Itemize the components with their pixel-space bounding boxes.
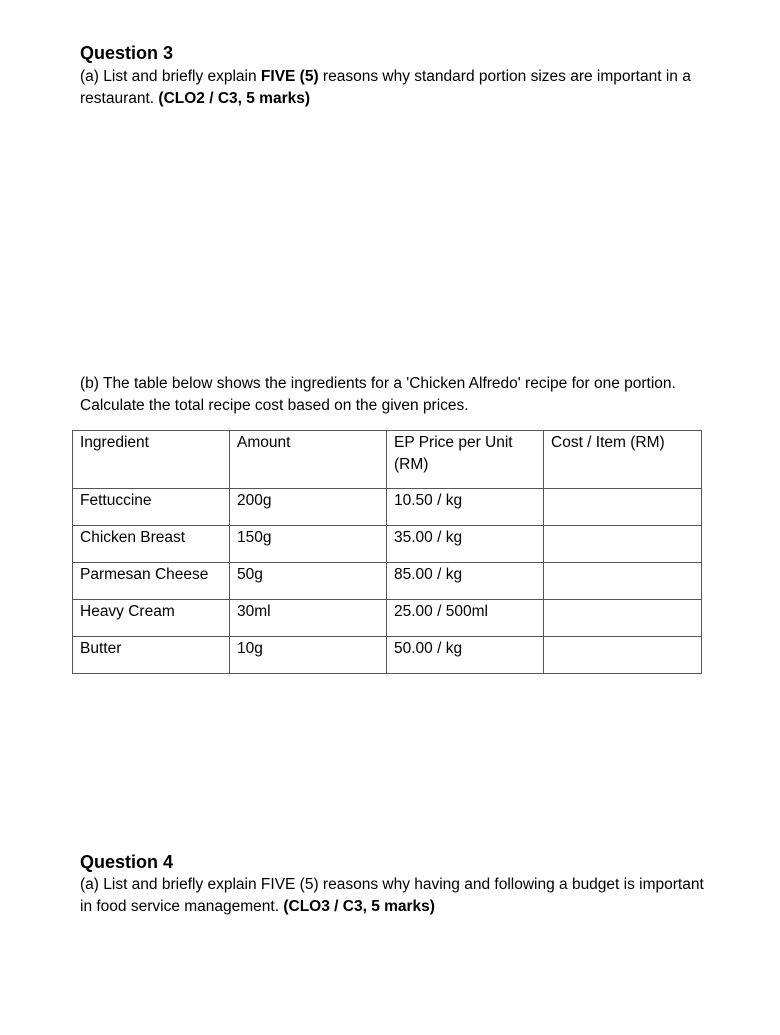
ingredients-table xyxy=(72,430,702,674)
cell-cost xyxy=(544,489,702,526)
question-3-title: Question 3 xyxy=(80,43,174,63)
cell-cost xyxy=(544,637,702,674)
table-row xyxy=(73,526,702,563)
cell-price: 85.00 / kg xyxy=(387,563,544,600)
cell-price: 35.00 / kg xyxy=(387,526,544,563)
q3a-prefix: (a) List and briefly explain xyxy=(80,68,261,85)
cell-amount: 10g xyxy=(230,637,387,674)
q4a-marks: (CLO3 / C3, 5 marks) xyxy=(283,898,435,915)
header-ep-price: EP Price per Unit (RM) xyxy=(387,431,544,489)
cell-price: 25.00 / 500ml xyxy=(387,600,544,637)
cell-cost xyxy=(544,600,702,637)
table-header-row xyxy=(73,431,702,489)
question-3a-text xyxy=(80,66,720,110)
header-amount: Amount xyxy=(230,431,387,489)
question-4a-text xyxy=(80,874,720,918)
cell-ingredient: Chicken Breast xyxy=(73,526,230,563)
cell-ingredient: Parmesan Cheese xyxy=(73,563,230,600)
header-cost-item: Cost / Item (RM) xyxy=(544,431,702,489)
cell-cost xyxy=(544,526,702,563)
question-3b-text: (b) The table below shows the ingredients for a 'Chicken Alfredo' recipe for one portion. Calculate the total recipe cost based on the given prices. xyxy=(80,375,676,414)
cell-amount: 200g xyxy=(230,489,387,526)
q3a-count: FIVE (5) xyxy=(260,68,319,85)
cell-amount: 50g xyxy=(230,563,387,600)
cell-ingredient: Fettuccine xyxy=(73,489,230,526)
cell-price: 10.50 / kg xyxy=(387,489,544,526)
header-ingredient: Ingredient xyxy=(73,431,230,489)
cell-cost xyxy=(544,563,702,600)
question-4-title: Question 4 xyxy=(80,852,174,872)
cell-price: 50.00 / kg xyxy=(387,637,544,674)
q3a-middle: reasons why standard portion sizes are important in a restaurant. xyxy=(80,68,691,107)
q4a-body: (a) List and briefly explain FIVE (5) reasons why having and following a budget is important in food service management. xyxy=(80,876,704,915)
table-row xyxy=(73,600,702,637)
cell-ingredient: Butter xyxy=(73,637,230,674)
table-row xyxy=(73,637,702,674)
table-row xyxy=(73,563,702,600)
cell-ingredient: Heavy Cream xyxy=(73,600,230,637)
cell-amount: 30ml xyxy=(230,600,387,637)
table-row xyxy=(73,489,702,526)
q3a-marks: (CLO2 / C3, 5 marks) xyxy=(158,90,311,107)
cell-amount: 150g xyxy=(230,526,387,563)
